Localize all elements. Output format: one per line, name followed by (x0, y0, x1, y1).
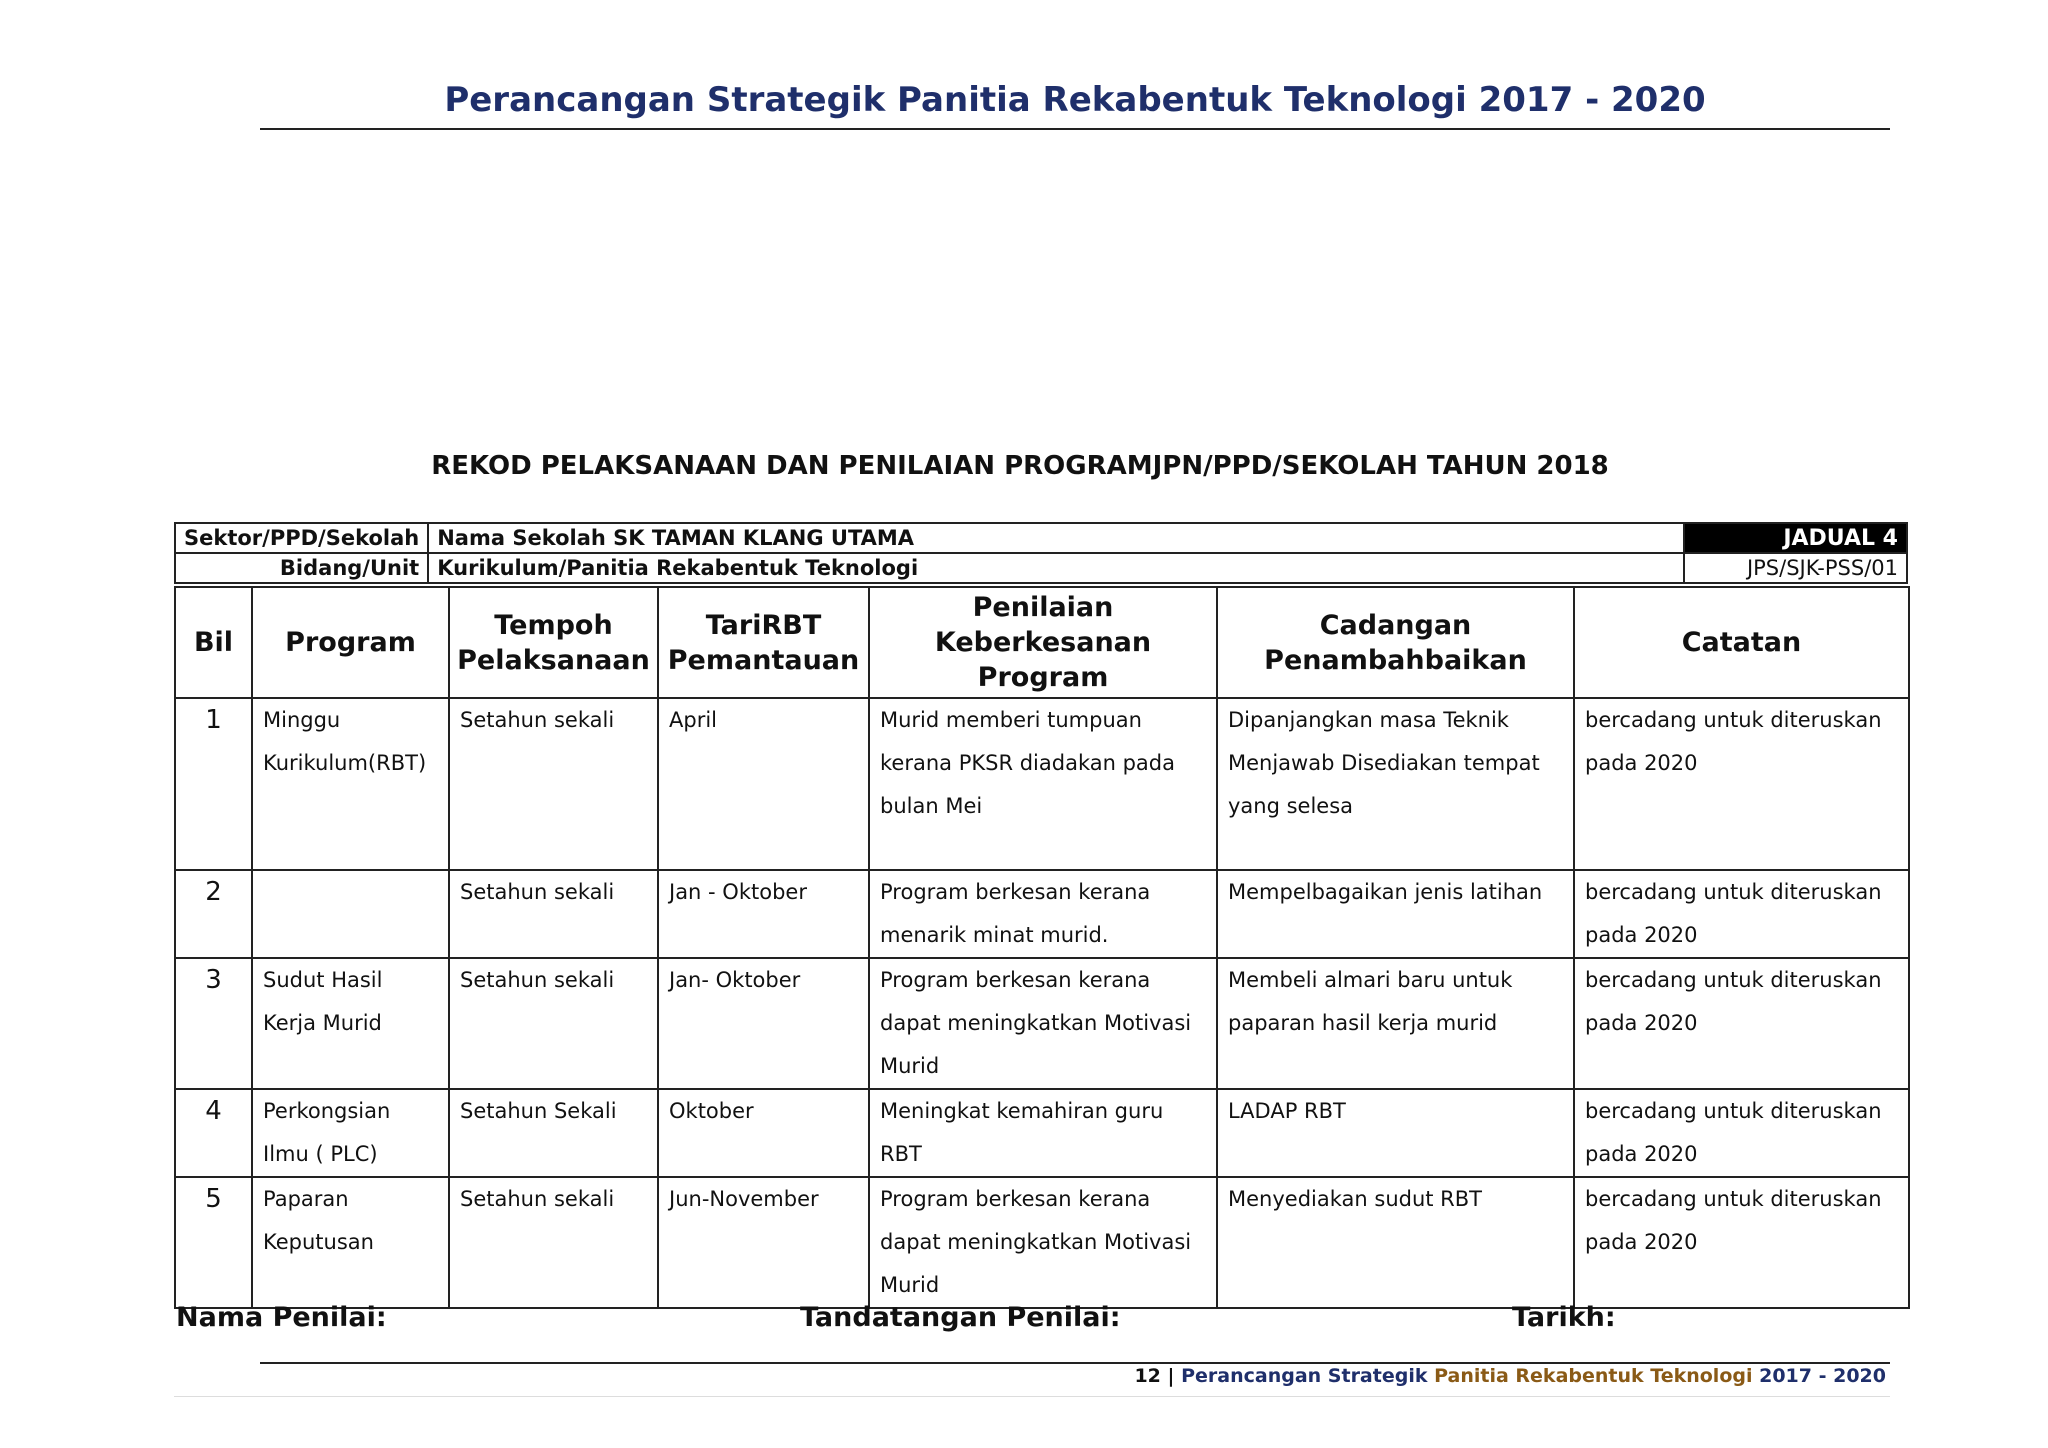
cell-tarikh: Jan - Oktober (658, 870, 869, 958)
date-label: Tarikh: (1512, 1302, 1616, 1333)
footer-text-c: 2017 - 2020 (1759, 1365, 1886, 1387)
cell-catatan: bercadang untuk diteruskan pada 2020 (1574, 1089, 1909, 1177)
col-header-bil: Bil (175, 587, 252, 698)
cell-bil: 4 (175, 1089, 252, 1177)
cell-tempoh: Setahun sekali (449, 1177, 658, 1308)
meta-value-unit: Kurikulum/Panitia Rekabentuk Teknologi (428, 553, 1684, 583)
col-header-tarikh: TariRBT Pemantauan (658, 587, 869, 698)
cell-bil: 5 (175, 1177, 252, 1308)
header-rule (260, 128, 1890, 130)
cell-tarikh: Jan- Oktober (658, 958, 869, 1089)
cell-catatan: bercadang untuk diteruskan pada 2020 (1574, 1177, 1909, 1308)
table-number-badge: JADUAL 4 (1684, 523, 1907, 553)
page-number: 12 (1134, 1365, 1161, 1387)
cell-tarikh: Oktober (658, 1089, 869, 1177)
table-header-row (175, 587, 1909, 698)
cell-penilaian: Meningkat kemahiran guru RBT (869, 1089, 1217, 1177)
evaluator-signature-label: Tandatangan Penilai: (800, 1302, 1121, 1333)
col-header-penilaian: Penilaian Keberkesanan Program (869, 587, 1217, 698)
cell-cadangan: Dipanjangkan masa Teknik Menjawab Disediakan tempat yang selesa (1217, 698, 1574, 870)
cell-tempoh: Setahun sekali (449, 870, 658, 958)
footer-text-b: Panitia Rekabentuk Teknologi (1434, 1365, 1753, 1387)
running-header-title: Perancangan Strategik Panitia Rekabentuk Teknologi 2017 - 2020 (444, 80, 1706, 120)
cell-penilaian: Program berkesan kerana menarik minat murid. (869, 870, 1217, 958)
cell-penilaian: Program berkesan kerana dapat meningkatkan Motivasi Murid (869, 958, 1217, 1089)
table-row (175, 1177, 1909, 1308)
cell-catatan: bercadang untuk diteruskan pada 2020 (1574, 870, 1909, 958)
col-header-catatan: Catatan (1574, 587, 1909, 698)
cell-tempoh: Setahun Sekali (449, 1089, 658, 1177)
cell-catatan: bercadang untuk diteruskan pada 2020 (1574, 958, 1909, 1089)
col-header-program: Program (252, 587, 449, 698)
cell-program: Sudut Hasil Kerja Murid (252, 958, 449, 1089)
table-row (175, 870, 1909, 958)
cell-bil: 1 (175, 698, 252, 870)
cell-program (252, 870, 449, 958)
program-table (174, 586, 1910, 1309)
form-code: JPS/SJK-PSS/01 (1684, 553, 1907, 583)
cell-program: Paparan Keputusan (252, 1177, 449, 1308)
cell-cadangan: Membeli almari baru untuk paparan hasil kerja murid (1217, 958, 1574, 1089)
running-footer (1134, 1365, 1886, 1387)
table-row (175, 958, 1909, 1089)
cell-penilaian: Program berkesan kerana dapat meningkatkan Motivasi Murid (869, 1177, 1217, 1308)
cell-tempoh: Setahun sekali (449, 698, 658, 870)
meta-row-bidang (175, 553, 1907, 583)
meta-row-sektor (175, 523, 1907, 553)
meta-label-bidang: Bidang/Unit (175, 553, 428, 583)
cell-tarikh: April (658, 698, 869, 870)
cell-cadangan: Mempelbagaikan jenis latihan (1217, 870, 1574, 958)
col-header-tempoh: Tempoh Pelaksanaan (449, 587, 658, 698)
cell-catatan: bercadang untuk diteruskan pada 2020 (1574, 698, 1909, 870)
meta-table (174, 522, 1908, 584)
cell-penilaian: Murid memberi tumpuan kerana PKSR diadakan pada bulan Mei (869, 698, 1217, 870)
evaluator-name-label: Nama Penilai: (176, 1302, 387, 1333)
cell-bil: 3 (175, 958, 252, 1089)
table-row (175, 698, 1909, 870)
cell-cadangan: Menyediakan sudut RBT (1217, 1177, 1574, 1308)
footer-text-a: Perancangan Strategik (1181, 1365, 1428, 1387)
record-title: REKOD PELAKSANAAN DAN PENILAIAN PROGRAMJPN/PPD/SEKOLAH TAHUN 2018 (431, 451, 1609, 481)
cell-program: Minggu Kurikulum(RBT) (252, 698, 449, 870)
cell-tarikh: Jun-November (658, 1177, 869, 1308)
cell-bil: 2 (175, 870, 252, 958)
meta-label-sektor: Sektor/PPD/Sekolah (175, 523, 428, 553)
footer-rule (260, 1362, 1890, 1364)
col-header-cadangan: Cadangan Penambahbaikan (1217, 587, 1574, 698)
footer-bottom-rule (174, 1396, 1890, 1397)
cell-tempoh: Setahun sekali (449, 958, 658, 1089)
meta-value-school: Nama Sekolah SK TAMAN KLANG UTAMA (428, 523, 1684, 553)
cell-cadangan: LADAP RBT (1217, 1089, 1574, 1177)
cell-program: Perkongsian Ilmu ( PLC) (252, 1089, 449, 1177)
table-row (175, 1089, 1909, 1177)
footer-separator: | (1167, 1365, 1175, 1387)
